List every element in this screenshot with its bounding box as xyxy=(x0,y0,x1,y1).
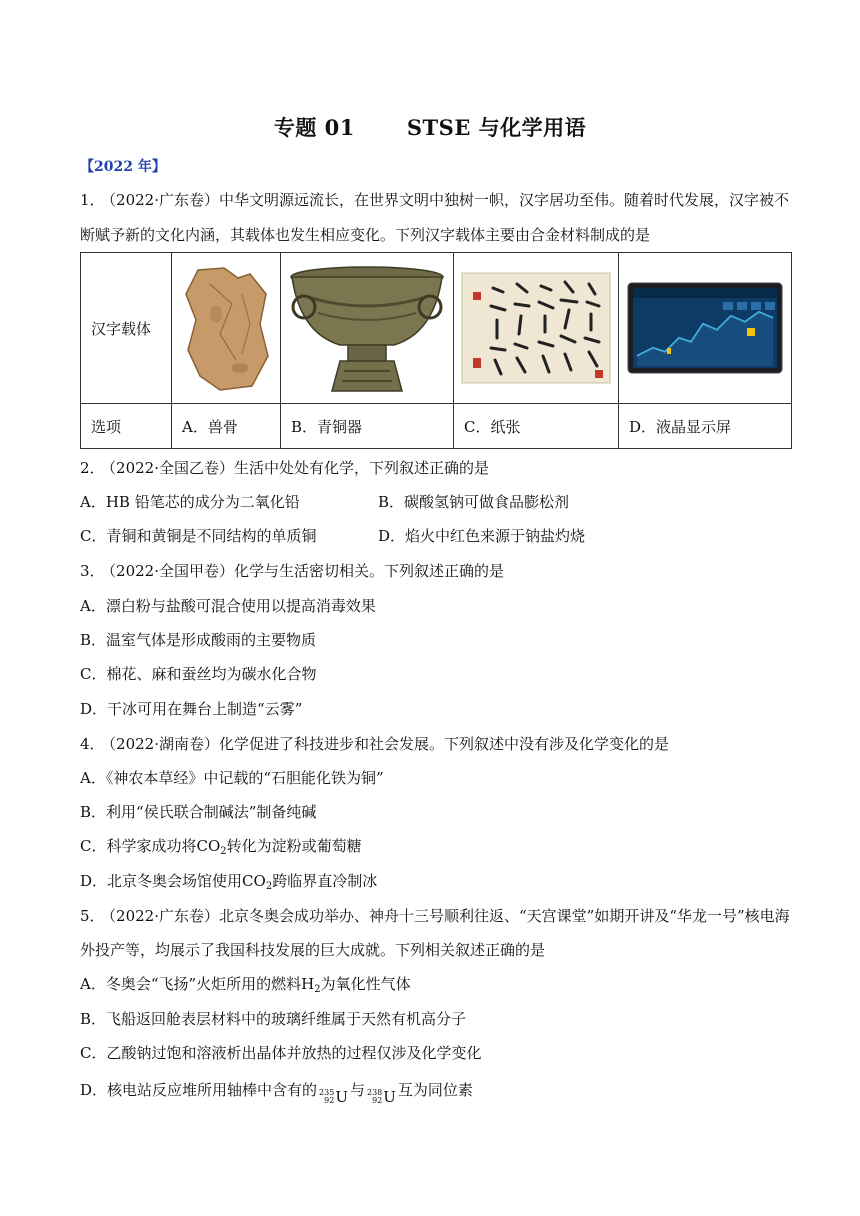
q4-stem: 4． （2022·湖南卷）化学促进了科技进步和社会发展。下列叙述中没有涉及化学变化的是 xyxy=(80,735,669,753)
q1-options-table xyxy=(80,252,792,449)
q3-option-c[interactable]: C．棉花、麻和蚕丝均为碳水化合物 xyxy=(80,665,317,683)
q5-line2: 外投产等，均展示了我国科技发展的巨大成就。下列相关叙述正确的是 xyxy=(80,941,546,959)
bronze-vessel-image xyxy=(288,263,446,393)
animal-bone-image xyxy=(180,264,272,392)
h2-formula: $H_2$ xyxy=(301,975,321,995)
page-title xyxy=(0,112,860,142)
option-d[interactable]: D．液晶显示屏 xyxy=(619,404,792,449)
q4-option-a[interactable]: A．《神农本草经》中记载的“石胆能化铁为铜” xyxy=(80,769,384,787)
q2-option-d[interactable]: D．焰火中红色来源于钠盐灼烧 xyxy=(378,527,586,545)
option-a-image xyxy=(172,253,281,404)
year-tag: 【2022 年】 xyxy=(80,159,166,175)
q2-stem: 2． （2022·全国乙卷）生活中处处有化学，下列叙述正确的是 xyxy=(80,459,489,477)
q4-option-d[interactable]: D．北京冬奥会场馆使用$CO_2$跨临界直冷制冰 xyxy=(80,872,378,892)
q3-option-b[interactable]: B．温室气体是形成酸雨的主要物质 xyxy=(80,631,317,649)
q3-stem: 3． （2022·全国甲卷）化学与生活密切相关。下列叙述正确的是 xyxy=(80,562,504,580)
q1-line1: 1． （2022·广东卷）中华文明源远流长，在世界文明中独树一帜，汉字居功至伟。随着时代发展，汉字被不 xyxy=(80,191,789,209)
q5-option-a[interactable]: A．冬奥会“飞扬”火炬所用的燃料$H_2$为氧化性气体 xyxy=(80,975,411,995)
q4-option-c[interactable]: C．科学家成功将$CO_2$转化为淀粉或葡萄糖 xyxy=(80,837,362,857)
calligraphy-paper-image xyxy=(461,272,611,384)
title-topic-name: STSE 与化学用语 xyxy=(406,115,587,140)
co2-formula: $CO_2$ xyxy=(196,837,227,857)
option-a[interactable]: A．兽骨 xyxy=(172,404,281,449)
option-b-image xyxy=(281,253,454,404)
q3-option-d[interactable]: D．干冰可用在舞台上制造“云雾” xyxy=(80,700,303,718)
q1-line2: 断赋予新的文化内涵，其载体也发生相应变化。下列汉字载体主要由合金材料制成的是 xyxy=(80,226,651,244)
co2-formula: $CO_2$ xyxy=(242,872,273,892)
uranium-235-symbol: 235 92 U xyxy=(319,1088,348,1106)
q5-option-c[interactable]: C．乙酸钠过饱和溶液析出晶体并放热的过程仅涉及化学变化 xyxy=(80,1044,482,1062)
q2-option-c[interactable]: C．青铜和黄铜是不同结构的单质铜 xyxy=(80,527,317,545)
q2-option-a[interactable]: A．HB 铅笔芯的成分为二氧化铅 xyxy=(80,493,300,511)
option-d-image xyxy=(619,253,792,404)
table-row-label-carrier: 汉字载体 xyxy=(81,253,172,404)
lcd-screen-image xyxy=(627,282,783,374)
option-c[interactable]: C．纸张 xyxy=(454,404,619,449)
q2-option-b[interactable]: B．碳酸氢钠可做食品膨松剂 xyxy=(378,493,570,511)
option-c-image xyxy=(454,253,619,404)
q5-option-b[interactable]: B．飞船返回舱表层材料中的玻璃纤维属于天然有机高分子 xyxy=(80,1010,467,1028)
title-topic-number: 专题 01 xyxy=(273,115,355,140)
q4-option-b[interactable]: B．利用“侯氏联合制碱法”制备纯碱 xyxy=(80,803,317,821)
uranium-238-symbol: 238 92 U xyxy=(366,1088,396,1106)
q5-line1: 5． （2022·广东卷）北京冬奥会成功举办、神舟十三号顺利往返、“天宫课堂”如期开讲及“华龙一号”核电海 xyxy=(80,907,790,925)
option-b[interactable]: B．青铜器 xyxy=(281,404,454,449)
table-row-label-option: 选项 xyxy=(81,404,172,449)
q5-option-d[interactable]: D．核电站反应堆所用轴棒中含有的 235 92 U 与 238 92 U 互为同位素 xyxy=(80,1081,473,1106)
q3-option-a[interactable]: A．漂白粉与盐酸可混合使用以提高消毒效果 xyxy=(80,597,376,615)
